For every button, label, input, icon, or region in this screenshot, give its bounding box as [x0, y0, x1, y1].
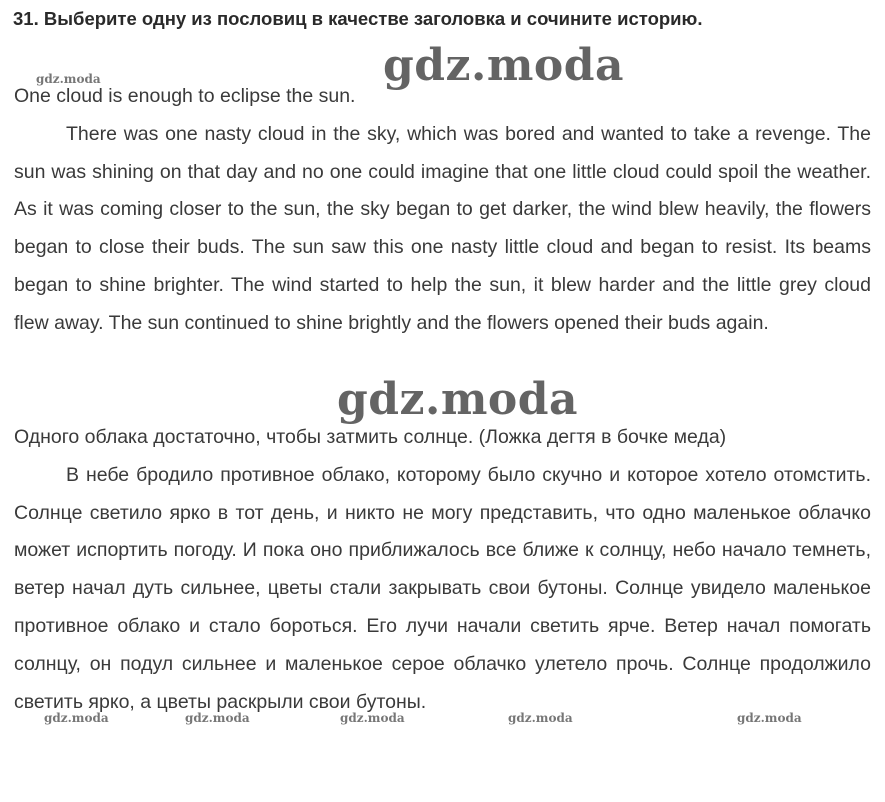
english-story — [14, 78, 871, 343]
watermark-large-middle: gdz.moda — [337, 374, 579, 425]
watermark-small-bottom-5: gdz.moda — [737, 711, 802, 725]
watermark-small-bottom-2: gdz.moda — [185, 711, 250, 725]
russian-story — [14, 419, 871, 721]
watermark-small-bottom-1: gdz.moda — [44, 711, 109, 725]
watermark-small-bottom-4: gdz.moda — [508, 711, 573, 725]
watermark-small-bottom-3: gdz.moda — [340, 711, 405, 725]
english-story-paragraph: There was one nasty cloud in the sky, which was bored and wanted to take a revenge. The sun was shining on that day and no one could imagine that one little cloud could spoil the weather. As it was coming closer to the sun, the sky began to get darker, the wind blew heavily, the flowers began to close their buds. The sun saw this one nasty little cloud and began to resist. Its beams began to shine brighter. The wind started to help the sun, it blew harder and the little grey cloud flew away. The sun continued to shine brightly and the flowers opened their buds again. — [14, 122, 871, 334]
russian-story-title: Одного облака достаточно, чтобы затмить солнце. (Ложка дегтя в бочке меда) — [14, 426, 727, 448]
russian-story-paragraph: В небе бродило противное облако, которому было скучно и которое хотело отомстить. Солнце светило ярко в тот день, и никто не могу представить, что одно маленькое облачко может испортить погоду. И пока оно приближалось все ближе к солнцу, небо начало темнеть, ветер начал дуть сильнее, цветы стали закрывать свои бутоны. Солнце увидело маленькое противное облако и стало бороться. Его лучи начали светить ярче. Ветер начал помогать солнцу, он подул сильнее и маленькое серое облачко улетело прочь. Солнце продолжило светить ярко, а цветы раскрыли свои бутоны. — [14, 463, 871, 713]
english-story-title: One cloud is enough to eclipse the sun. — [14, 85, 356, 107]
task-heading: 31. Выберите одну из пословиц в качестве заголовка и сочините историю. — [13, 8, 703, 29]
watermark-large-top: gdz.moda — [383, 40, 625, 91]
watermark-small-top-left: gdz.moda — [36, 72, 101, 86]
